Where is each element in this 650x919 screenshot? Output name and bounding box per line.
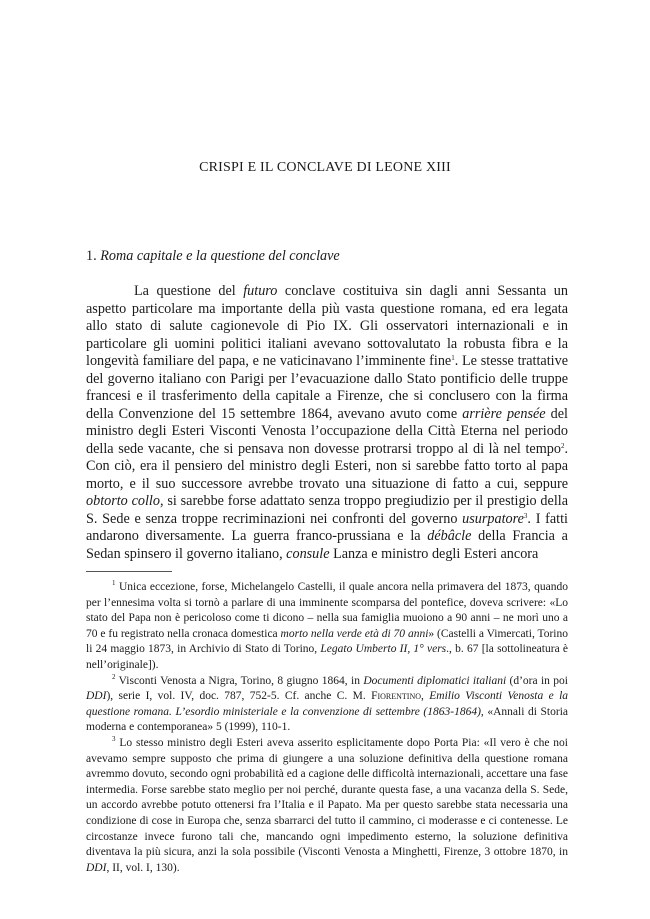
footnote-text-run: » (Castelli a Vimercati, Torino li 24 maggio 1873, in Archivio di Stato di Torino, [86, 627, 568, 656]
section-heading [86, 248, 340, 265]
footnote-text-run: ), serie I, vol. IV, doc. 787, 752-5. Cf. anche C. M. [106, 690, 372, 703]
footnote-text-run: , [421, 690, 430, 703]
footnote-divider [86, 571, 172, 572]
body-italic-run: futuro [243, 283, 278, 299]
body-text-run: della Francia a Sedan spinsero il governo italiano, [86, 528, 568, 562]
body-paragraph [86, 283, 568, 563]
body-text-run: . Le stesse trattative del governo italiano con Parigi per l’evacuazione dallo Stato pontificio delle truppe francesi e il trasferimento della capitale a Firenze, che si conclusero con la firma della Convenzione del 15 settembre 1864, avevano avuto come [86, 353, 568, 422]
footnote-italic-run: Documenti diplomatici italiani [363, 674, 507, 687]
body-text-run: Lanza e ministro degli Esteri ancora [329, 545, 539, 562]
footnote-number: 3 [112, 734, 116, 743]
body-text-run: . Con ciò, era il pensiero del ministro degli Esteri, non si sarebbe fatto torto al papa morto, e il suo successore avrebbe trovato una situazione di fatto a cui, seppure [86, 440, 568, 492]
footnotes [86, 580, 568, 876]
section-title: Roma capitale e la questione del conclave [100, 248, 340, 264]
footnote-number: 1 [112, 579, 116, 587]
footnote-1 [86, 580, 568, 674]
footnote-italic-run: Legato Umberto II, 1° vers [320, 643, 447, 656]
footnote-italic-run: Emilio Visconti Venosta e la questione romana. L’esordio ministeriale e la convenzione di settembre (1863-1864) [86, 690, 569, 718]
footnote-text-run: ., b. 67 [la sottolineatura è nell’originale]). [86, 643, 568, 671]
footnote-text-run: , «Annali di Storia moderna e contemporanea» 5 (1999), 110-1. [86, 705, 568, 734]
footnote-italic-run: DDI [86, 861, 107, 874]
footnote-author-smallcaps: Fiorentino [371, 690, 422, 703]
body-italic-run: obtorto collo [86, 493, 160, 509]
footnote-text-run: Lo stesso ministro degli Esteri aveva asserito esplicitamente dopo Porta Pia: «Il vero è che noi avevamo sempre supposto che prima di giungere a una soluzione definitiva della questione romana avremmo dovuto, secondo ogni probabilità ed a cagione delle difficoltà internazionali, accettare una fase intermedia. Forse sarebbe stato meglio per noi perché, durante questa fase, a una vacanza della S. Sede, un accordo avrebbe potuto ottenersi fra l’Italia e il Papato. Ma per questo sarebbe stata necessaria una condizione di cose in Europa che, senza sbarrarci del tutto il cammino, ci moderasse e ci contenesse. Le circostanze invece furono tali che, mancando ogni impedimento esterno, la soluzione definitiva diventava la più sicura, anzi la sola possibile (Visconti Venosta a Minghetti, Firenze, 3 ottobre 1870, in [86, 736, 568, 859]
body-italic-run: débâcle [427, 528, 472, 544]
footnote-text-run: Unica eccezione, forse, Michelangelo Castelli, il quale ancora nella primavera del 1873, quando per l’ennesima volta si tornò a parlare di una imminente scomparsa del pontefice, doveva scrivere: «Lo stato del Papa non è pericoloso come ti dicono – nella sua famiglia muoiono a 90 anni – ne morì uno a 70 e fu registrato nella cronaca domestica [86, 581, 568, 640]
footnote-ref-2[interactable]: 2 [560, 441, 565, 450]
body-text-run: . I fatti andarono diversamente. La guerra franco-prussiana e la [86, 510, 568, 544]
body-italic-run: arrière pensée [462, 405, 546, 422]
body-text-run: , si sarebbe forse adattato senza troppo pregiudizio per il prestigio della S. Sede e senza troppe recriminazioni nei confronti del governo [86, 493, 569, 527]
body-text-run: La questione del [134, 283, 244, 299]
section-number: 1. [86, 248, 97, 264]
body-italic-run: consule [286, 545, 330, 562]
footnote-ref-3[interactable]: 3 [523, 511, 528, 520]
body-text-run: conclave costituiva sin dagli anni Sessanta un aspetto particolare ma importante della più vasta questione romana, ed era legata allo stato di salute cagionevole di Pio IX. Gli osservatori internazionali e in particolare gli uomini politici italiani avevano sottovalutato la robusta fibra e la longevità familiare del papa, e ne vaticinavano l’imminente fine [86, 283, 568, 369]
chapter-title: CRISPI E IL CONCLAVE DI LEONE XIII [199, 160, 451, 175]
footnote-text-run: , II, vol. I, 130). [106, 861, 180, 874]
footnote-ref-1[interactable]: 1 [451, 354, 455, 362]
body-italic-run: usurpatore [462, 510, 524, 527]
footnote-3 [86, 736, 568, 876]
footnote-text-run: (d’ora in poi [506, 674, 569, 687]
body-text-run: del ministro degli Esteri Visconti Venosta l’occupazione della Città Eterna nel periodo della sede vacante, che si pensava non dovesse protrarsi troppo al di là nel tempo [86, 405, 568, 457]
footnote-text-run: Visconti Venosta a Nigra, Torino, 8 giugno 1864, in [118, 674, 364, 687]
footnote-italic-run: DDI [86, 690, 107, 703]
footnote-number: 2 [112, 672, 116, 681]
footnote-italic-run: morto nella verde età di 70 anni [280, 627, 429, 640]
footnote-2 [86, 674, 568, 736]
paragraph-1 [86, 283, 568, 563]
